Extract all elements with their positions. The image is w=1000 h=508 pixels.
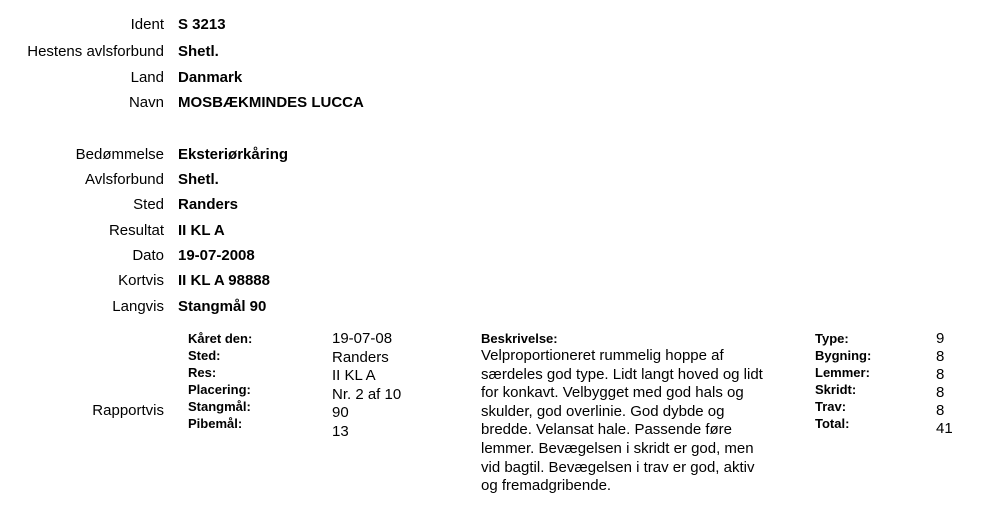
- resultat-label: Resultat: [108, 222, 164, 239]
- lemmer-score-value: 8: [936, 366, 945, 383]
- bedommelse-value: Eksteriørkåring: [178, 146, 289, 163]
- score-values: [936, 330, 953, 438]
- bedommelse-label: Bedømmelse: [75, 146, 164, 163]
- navn-value: MOSBÆKMINDES LUCCA: [178, 94, 364, 111]
- avlsforbund-label: Avlsforbund: [85, 171, 164, 188]
- bygning-score-label: Bygning:: [815, 348, 872, 363]
- karet-den-label: Kåret den:: [188, 331, 253, 346]
- avlsforbund-value: Shetl.: [178, 171, 219, 188]
- bedommelse-field: [0, 146, 1000, 172]
- report-sted-label: Sted:: [188, 348, 221, 363]
- langvis-value: Stangmål 90: [178, 298, 267, 315]
- rapportvis-label: Rapportvis: [92, 402, 164, 419]
- skridt-score-value: 8: [936, 384, 945, 401]
- resultat-field: [0, 222, 1000, 248]
- trav-score-value: 8: [936, 402, 945, 419]
- res-value: II KL A: [332, 367, 376, 385]
- land-field: [0, 69, 1000, 95]
- sted-field: [0, 196, 1000, 222]
- lemmer-score-label: Lemmer:: [815, 365, 870, 380]
- resultat-value: II KL A: [178, 222, 225, 239]
- hestens-avlsforbund-value: Shetl.: [178, 43, 219, 60]
- land-value: Danmark: [178, 69, 243, 86]
- skridt-score-label: Skridt:: [815, 382, 857, 397]
- description-block: [481, 330, 781, 496]
- total-score-label: Total:: [815, 416, 850, 431]
- navn-label: Navn: [128, 94, 164, 111]
- navn-field: [0, 94, 1000, 120]
- type-score-value: 9: [936, 330, 945, 347]
- dato-field: [0, 247, 1000, 273]
- res-label: Res:: [188, 365, 217, 380]
- report-sted-value: Randers: [332, 348, 389, 366]
- kortvis-value: II KL A 98888: [178, 272, 270, 289]
- report-detail-labels: [188, 330, 252, 432]
- placering-label: Placering:: [188, 382, 251, 397]
- pibemal-label: Pibemål:: [188, 416, 243, 431]
- hestens-avlsforbund-label: Hestens avlsforbund: [27, 43, 164, 60]
- kortvis-field: [0, 272, 1000, 298]
- stangmal-label: Stangmål:: [188, 399, 251, 414]
- score-labels: [815, 330, 871, 432]
- placering-value: Nr. 2 af 10: [332, 385, 402, 403]
- description-text: Velproportioneret rummelig hoppe af særdeles god type. Lidt langt hoved og lidt for konkavt. Velbygget med god hals og skulder, god overlinie. God dybde og bredde. Velansat hale. Passende føre lemmer. Bevægelsen i skridt er god, men vid bagtil. Bevægelsen i trav er god, aktiv og fremadgribende.: [481, 347, 763, 495]
- ident-label: Ident: [130, 16, 164, 33]
- ident-value: S 3213: [178, 16, 226, 33]
- kortvis-label: Kortvis: [118, 272, 164, 289]
- langvis-field: [0, 298, 1000, 324]
- karet-den-value: 19-07-08: [332, 330, 393, 347]
- dato-label: Dato: [132, 247, 164, 264]
- sted-label: Sted: [133, 196, 164, 213]
- report-detail-values: [332, 330, 401, 442]
- ident-field: [0, 16, 1000, 42]
- langvis-label: Langvis: [112, 298, 164, 315]
- sted-value: Randers: [178, 196, 239, 213]
- stangmal-value: 90: [332, 404, 349, 422]
- avlsforbund-field: [0, 171, 1000, 197]
- bygning-score-value: 8: [936, 348, 945, 365]
- land-label: Land: [130, 69, 164, 86]
- total-score-value: 41: [936, 420, 953, 437]
- pibemal-value: 13: [332, 422, 349, 440]
- type-score-label: Type:: [815, 331, 849, 346]
- description-title: Beskrivelse:: [481, 331, 558, 346]
- dato-value: 19-07-2008: [178, 247, 255, 264]
- trav-score-label: Trav:: [815, 399, 847, 414]
- hestens-avlsforbund-field: [0, 43, 1000, 69]
